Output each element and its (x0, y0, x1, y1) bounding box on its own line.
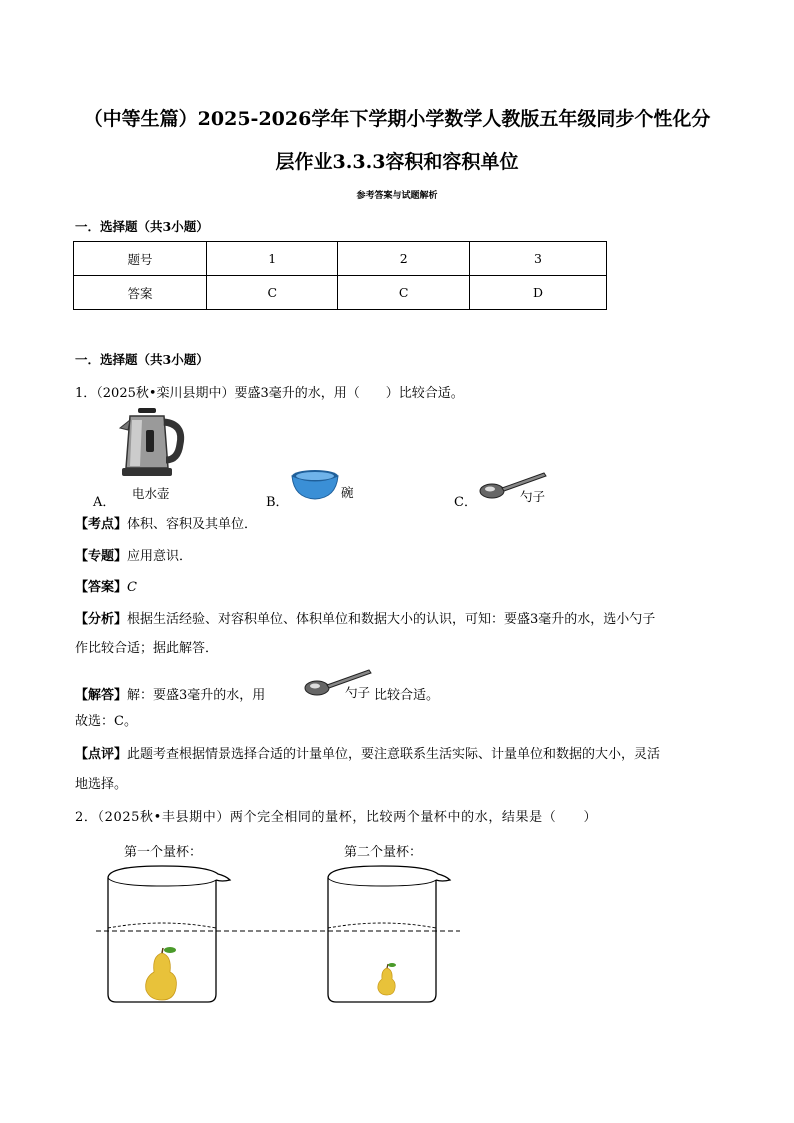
option-b-letter: B． (266, 495, 289, 510)
cup-2-label: 第二个量杯： (344, 845, 423, 860)
q1-fenxi: 【分析】根据生活经验、对容积单位、体积单位和数据大小的认识，可知：要盛3毫升的水，选小勺子 (75, 612, 656, 627)
q1-daan: 【答案】C (75, 580, 137, 595)
q1-guxuan: 故选：C。 (75, 714, 137, 729)
table-cell: 2 (338, 242, 469, 276)
cup-1-label: 第一个量杯： (124, 845, 203, 860)
option-c-letter: C． (454, 495, 477, 510)
beakers-figure (90, 860, 470, 1010)
question-1-stem: 1．（2025秋•栾川县期中）要盛3毫升的水，用（ ）比较合适。 (75, 386, 464, 401)
answer-table (73, 241, 607, 310)
bowl-icon (290, 468, 340, 502)
table-cell: 1 (207, 242, 338, 276)
q1-zhuanti: 【专题】应用意识． (75, 549, 193, 564)
table-cell: C (338, 276, 469, 310)
q1-fenxi-cont: 作比较合适；据此解答． (75, 641, 219, 656)
option-a-label: 电水壶 (132, 486, 170, 501)
page-subtitle: 参考答案与试题解析 (356, 191, 438, 201)
q1-kaodian: 【考点】体积、容积及其单位． (75, 517, 258, 532)
table-row (74, 276, 607, 310)
q1-jieda-post: 比较合适。 (374, 688, 440, 703)
section-heading-answers: 一．选择题（共3小题） (75, 219, 209, 234)
q1-dianping: 【点评】此题考查根据情景选择合适的计量单位，要注意联系生活实际、计量单位和数据的大小，灵活 (75, 747, 661, 762)
table-cell: C (207, 276, 338, 310)
pear-icon (146, 947, 177, 1000)
table-header-cell: 答案 (74, 276, 207, 310)
q1-dianping-cont: 地选择。 (75, 777, 128, 792)
q1-jieda: 【解答】解：要盛3毫升的水，用 (75, 688, 266, 703)
section-heading-questions: 一．选择题（共3小题） (75, 352, 209, 367)
option-b-label: 碗 (341, 485, 354, 500)
table-cell: D (469, 276, 606, 310)
question-2-stem: 2．（2025秋•丰县期中）两个完全相同的量杯，比较两个量杯中的水，结果是（ ） (75, 810, 598, 825)
table-cell: 3 (469, 242, 606, 276)
page-title-line-2: 层作业3.3.3容积和容积单位 (275, 151, 519, 173)
table-row (74, 242, 607, 276)
option-a-letter: A． (93, 495, 116, 510)
kettle-icon (118, 406, 188, 478)
option-c-label: 勺子 (520, 489, 546, 504)
pear-icon (378, 963, 396, 995)
table-header-cell: 题号 (74, 242, 207, 276)
page-title-line-1: （中等生篇）2025-2026学年下学期小学数学人教版五年级同步个性化分 (83, 108, 711, 130)
q1-jieda-img-label: 勺子 (345, 685, 371, 700)
